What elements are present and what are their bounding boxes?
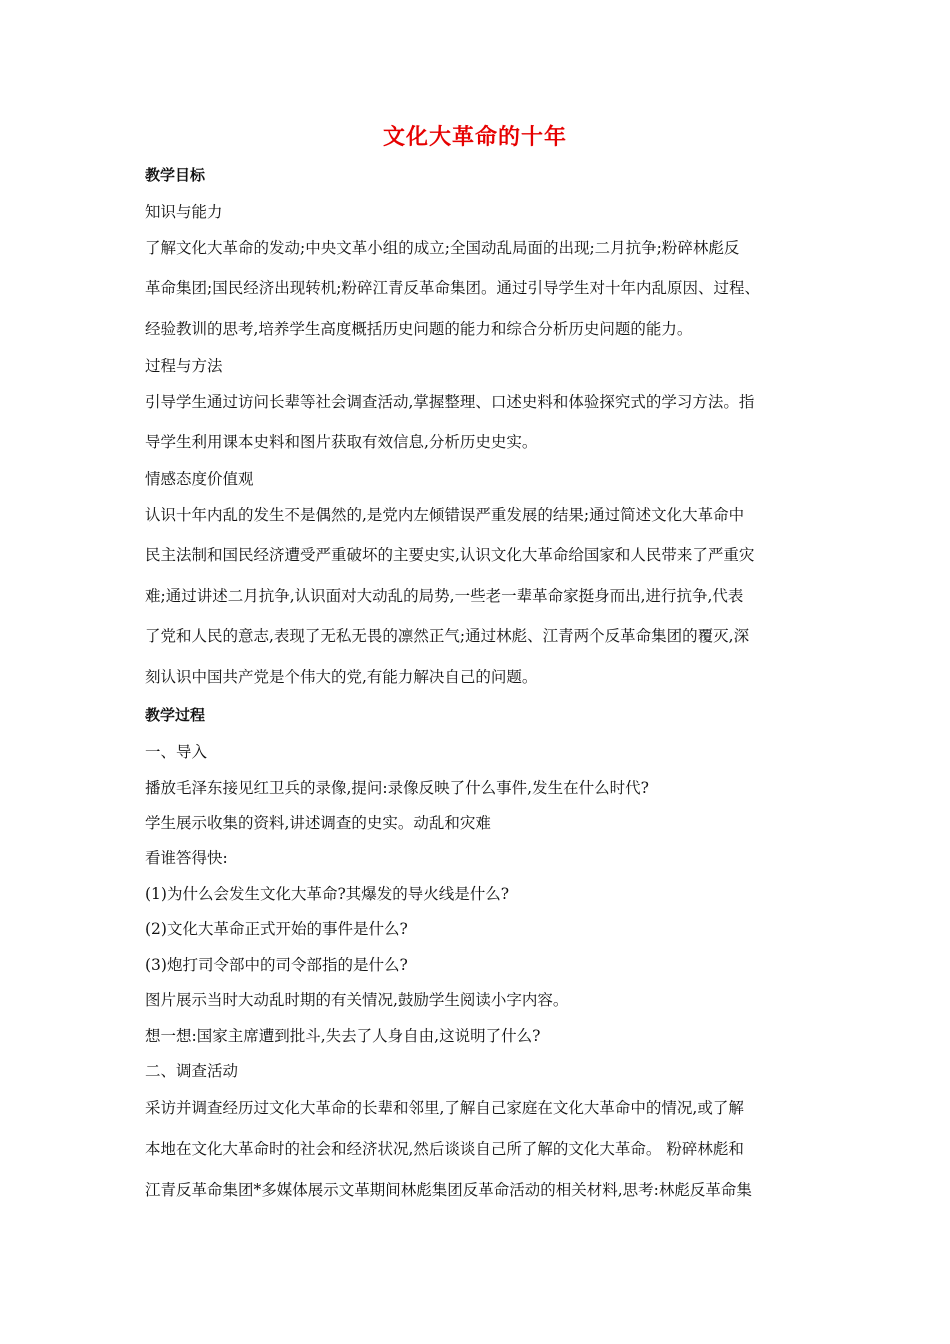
question-item: (2)文化大革命正式开始的事件是什么? [145, 920, 408, 938]
heading-teaching-goals: 教学目标 [145, 166, 206, 184]
paragraph-line: 江青反革命集团*多媒体展示文革期间林彪集团反革命活动的相关材料,思考:林彪反革命集 [145, 1181, 752, 1199]
question-item: (1)为什么会发生文化大革命?其爆发的导火线是什么? [145, 885, 510, 903]
paragraph-line: 了党和人民的意志,表现了无私无畏的凛然正气;通过林彪、江青两个反革命集团的覆灭,深 [145, 627, 750, 645]
paragraph-line: 想一想:国家主席遭到批斗,失去了人身自由,这说明了什么? [145, 1027, 541, 1045]
section-survey: 二、调查活动 [145, 1062, 239, 1080]
subheading-process: 过程与方法 [145, 357, 223, 375]
paragraph-line: 采访并调查经历过文化大革命的长辈和邻里,了解自己家庭在文化大革命中的情况,或了解 [145, 1099, 744, 1117]
subheading-knowledge: 知识与能力 [145, 203, 223, 221]
paragraph-line: 刻认识中国共产党是个伟大的党,有能力解决自己的问题。 [145, 668, 538, 686]
paragraph-line: 图片展示当时大动乱时期的有关情况,鼓励学生阅读小字内容。 [145, 991, 569, 1009]
paragraph-line: 看谁答得快: [145, 849, 228, 867]
paragraph-line: 革命集团;国民经济出现转机;粉碎江青反革命集团。通过引导学生对十年内乱原因、过程、 [145, 279, 760, 297]
question-item: (3)炮打司令部中的司令部指的是什么? [145, 956, 408, 974]
paragraph-line: 学生展示收集的资料,讲述调查的史实。动乱和灾难 [145, 814, 491, 832]
section-intro: 一、导入 [145, 743, 208, 761]
paragraph-line: 本地在文化大革命时的社会和经济状况,然后谈谈自己所了解的文化大革命。 粉碎林彪和 [145, 1140, 744, 1158]
paragraph-line: 了解文化大革命的发动;中央文革小组的成立;全国动乱局面的出现;二月抗争;粉碎林彪反 [145, 239, 740, 257]
paragraph-line: 民主法制和国民经济遭受严重破坏的主要史实,认识文化大革命给国家和人民带来了严重灾 [145, 546, 755, 564]
heading-teaching-process: 教学过程 [145, 706, 206, 724]
paragraph-line: 认识十年内乱的发生不是偶然的,是党内左倾错误严重发展的结果;通过简述文化大革命中 [145, 506, 745, 524]
paragraph-line: 引导学生通过访问长辈等社会调查活动,掌握整理、口述史料和体验探究式的学习方法。指 [145, 393, 755, 411]
paragraph-line: 播放毛泽东接见红卫兵的录像,提问:录像反映了什么事件,发生在什么时代? [145, 779, 649, 797]
paragraph-line: 经验教训的思考,培养学生高度概括历史问题的能力和综合分析历史问题的能力。 [145, 320, 693, 338]
document-title: 文化大革命的十年 [382, 124, 567, 150]
paragraph-line: 难;通过讲述二月抗争,认识面对大动乱的局势,一些老一辈革命家挺身而出,进行抗争,代表 [145, 587, 744, 605]
subheading-values: 情感态度价值观 [145, 470, 254, 488]
paragraph-line: 导学生利用课本史料和图片获取有效信息,分析历史史实。 [145, 433, 538, 451]
